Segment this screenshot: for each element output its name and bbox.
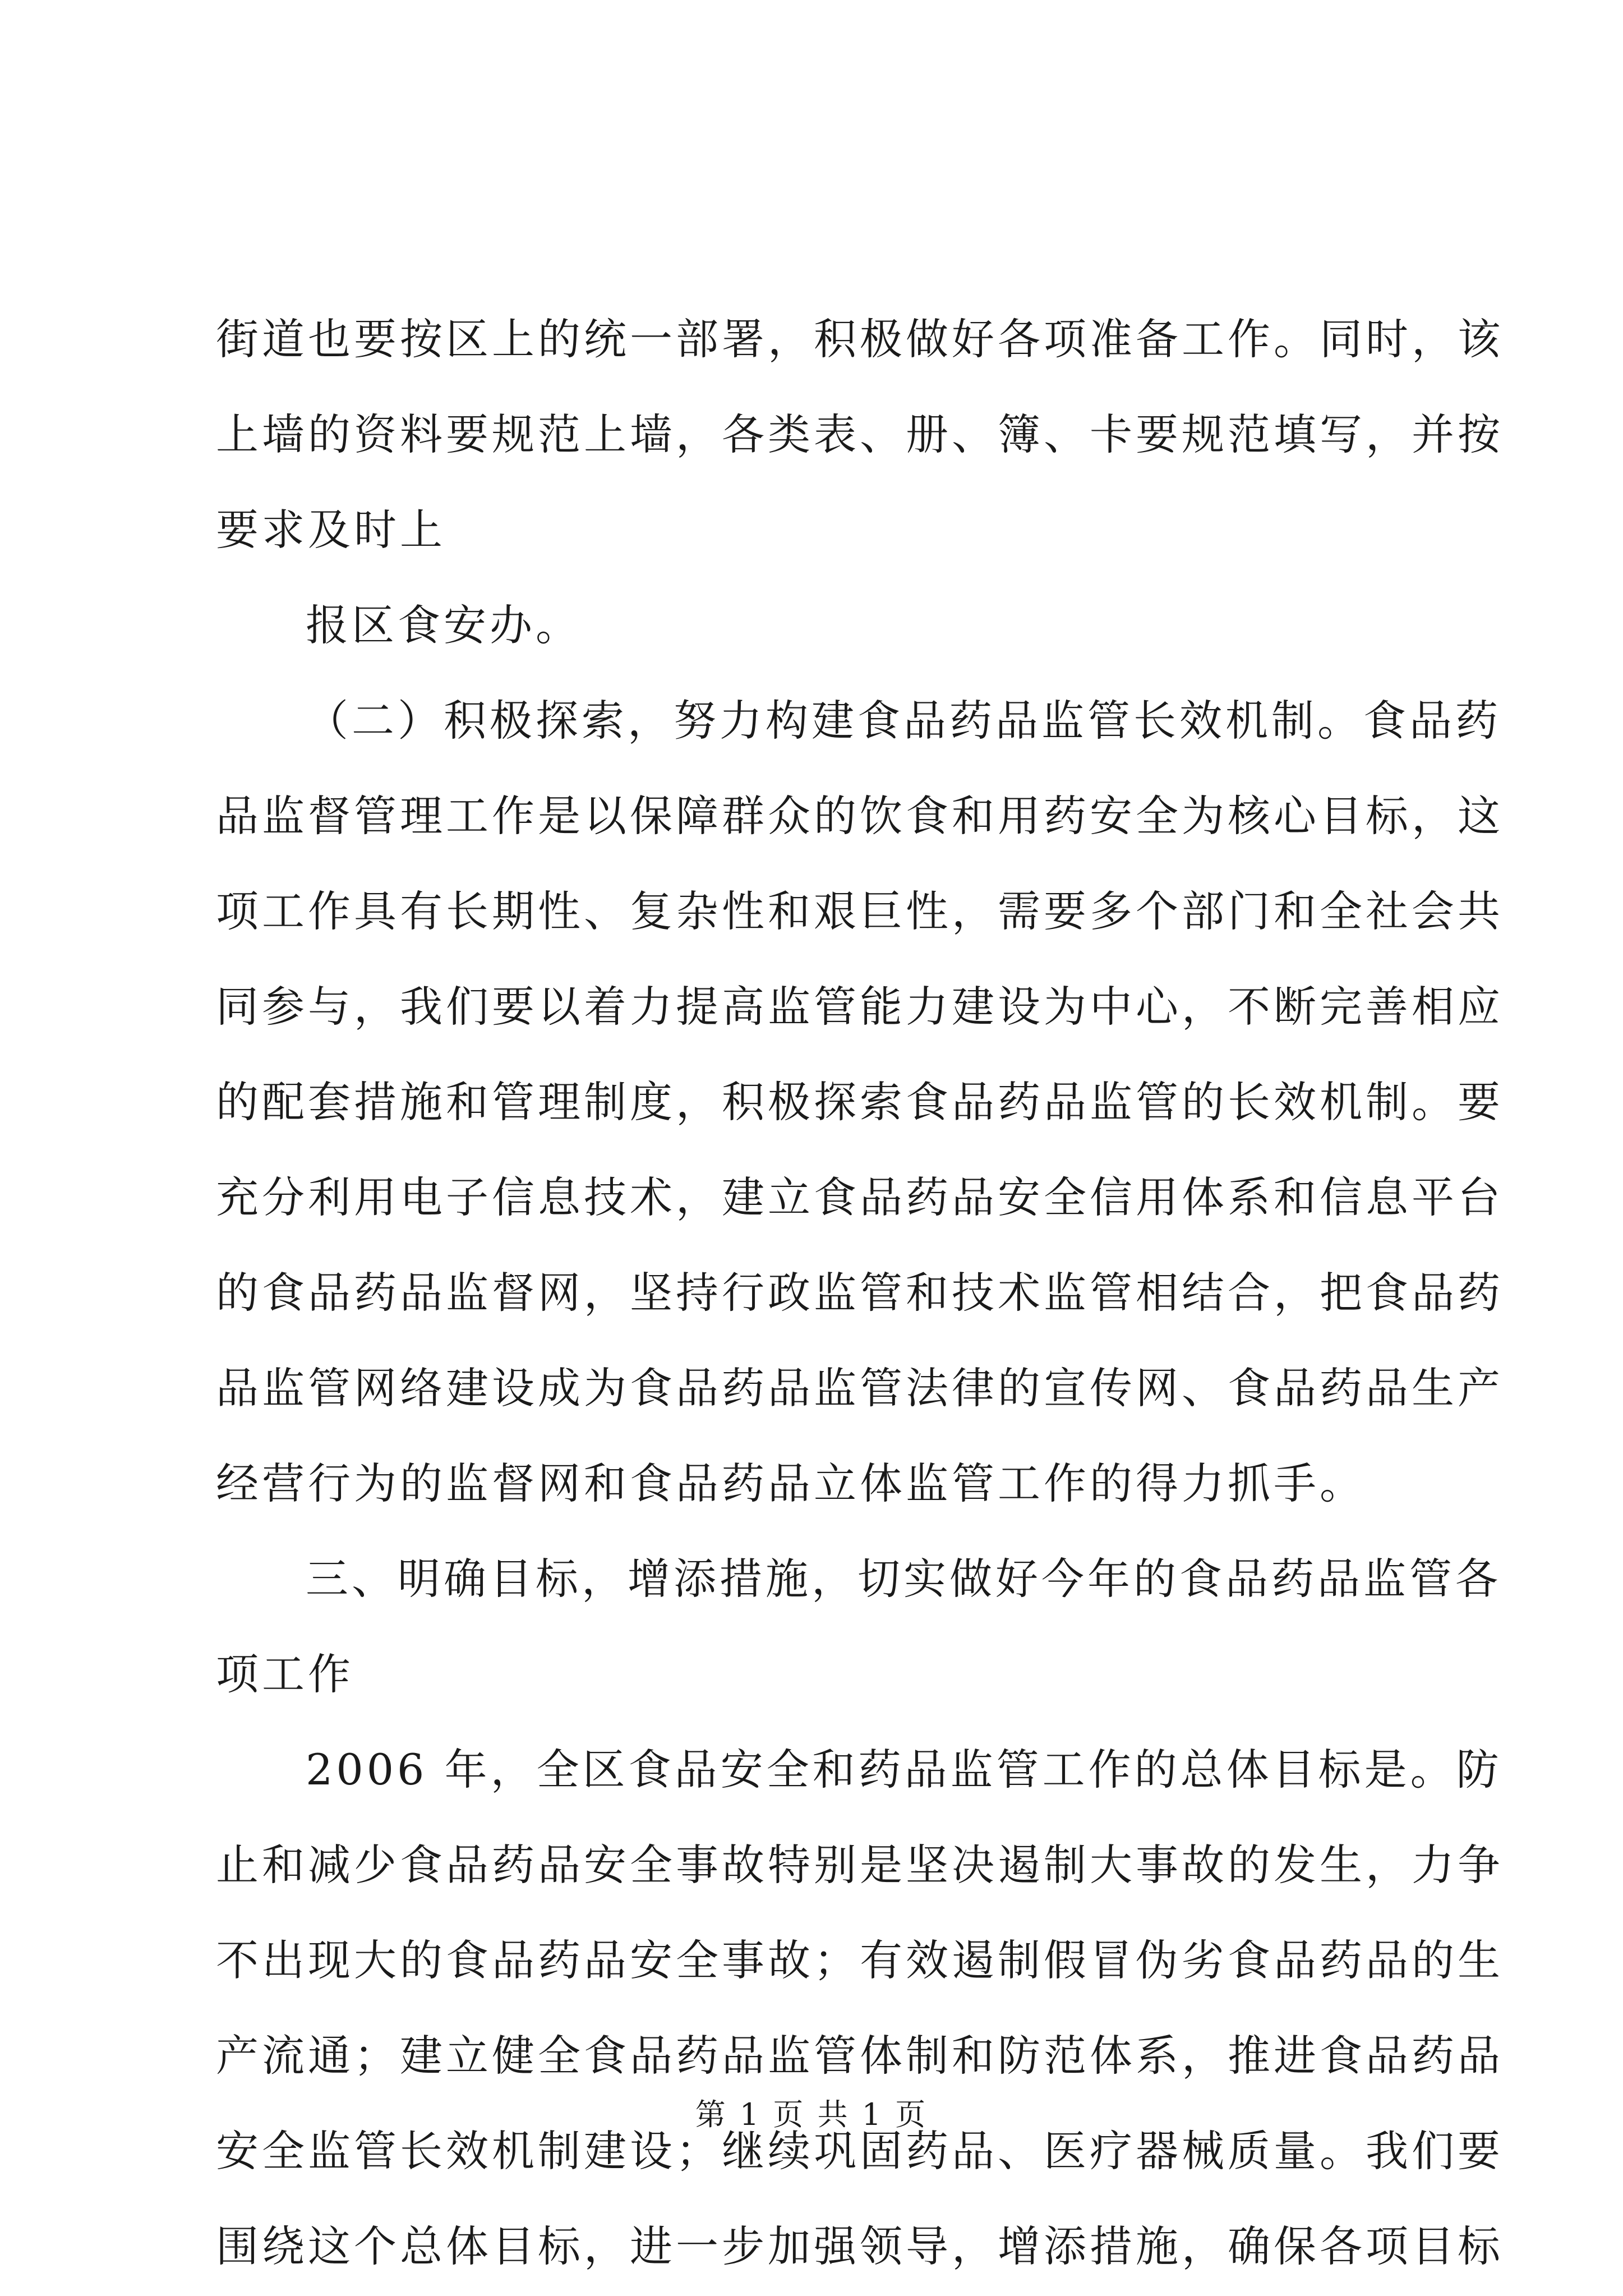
text-line: 品监督管理工作是以保障群众的饮食和用药安全为核心目标，这 bbox=[216, 791, 1504, 841]
text-line: 安全监管长效机制建设；继续巩固药品、医疗器械质量。我们要 bbox=[216, 2126, 1504, 2176]
text-line: 要求及时上 bbox=[216, 505, 446, 555]
paragraph bbox=[216, 292, 1504, 578]
text-line: 止和减少食品药品安全事故特别是坚决遏制大事故的发生，力争 bbox=[216, 1840, 1504, 1890]
text-line: （二）积极探索，努力构建食品药品监管长效机制。食品药 bbox=[306, 696, 1501, 746]
text-line: 产流通；建立健全食品药品监管体制和防范体系，推进食品药品 bbox=[216, 2031, 1504, 2081]
paragraph bbox=[216, 1531, 1501, 1722]
text-line: 三、明确目标，增添措施，切实做好今年的食品药品监管各 bbox=[306, 1554, 1501, 1604]
text-line: 的食品药品监督网，坚持行政监管和技术监管相结合，把食品药 bbox=[216, 1268, 1504, 1318]
paragraph bbox=[216, 1722, 1504, 2294]
text-line: 围绕这个总体目标，进一步加强领导，增添措施，确保各项目标 bbox=[216, 2221, 1504, 2271]
text-line: 同参与，我们要以着力提高监管能力建设为中心，不断完善相应 bbox=[216, 982, 1504, 1032]
paragraph bbox=[216, 673, 1504, 1531]
paragraph bbox=[216, 578, 1416, 673]
text-line: 经营行为的监督网和食品药品立体监管工作的得力抓手。 bbox=[216, 1458, 1366, 1508]
text-line: 报区食安办。 bbox=[306, 600, 582, 650]
text-line: 街道也要按区上的统一部署，积极做好各项准备工作。同时，该 bbox=[216, 314, 1504, 364]
text-line: 不出现大的食品药品安全事故；有效遏制假冒伪劣食品药品的生 bbox=[216, 1935, 1504, 1985]
text-line: 的配套措施和管理制度，积极探索食品药品监管的长效机制。要 bbox=[216, 1077, 1504, 1127]
text-line: 充分利用电子信息技术，建立食品药品安全信用体系和信息平台 bbox=[216, 1172, 1504, 1222]
document-body bbox=[216, 292, 1504, 2294]
text-line: 项工作具有长期性、复杂性和艰巨性，需要多个部门和全社会共 bbox=[216, 886, 1504, 936]
text-line: 2006 年，全区食品安全和药品监管工作的总体目标是。防 bbox=[306, 1745, 1502, 1795]
page-footer: 第 1 页 共 1 页 bbox=[695, 2097, 928, 2132]
text-line: 项工作 bbox=[216, 1649, 354, 1699]
text-line: 上墙的资料要规范上墙，各类表、册、簿、卡要规范填写，并按 bbox=[216, 409, 1504, 459]
text-line: 品监管网络建设成为食品药品监管法律的宣传网、食品药品生产 bbox=[216, 1363, 1504, 1413]
